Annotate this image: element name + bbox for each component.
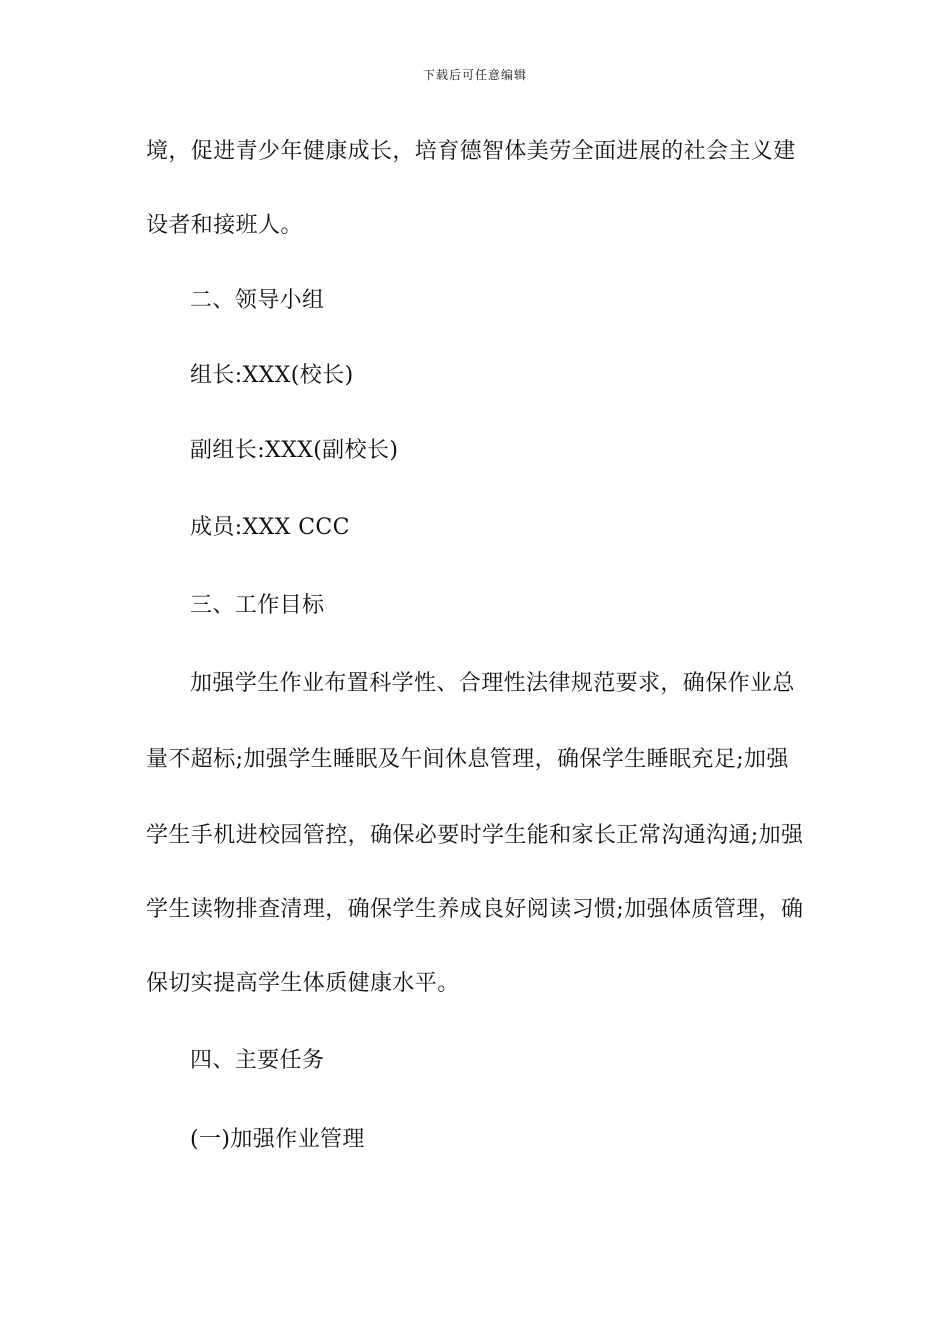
paragraph-line: 保切实提高学生体质健康水平。	[146, 971, 460, 996]
section-heading-leadership: 二、领导小组	[190, 288, 325, 313]
paragraph-line: 量不超标;加强学生睡眠及午间休息管理，确保学生睡眠充足;加强	[146, 747, 789, 772]
section-heading-tasks: 四、主要任务	[190, 1048, 325, 1073]
members-line: 成员:XXX CCC	[190, 515, 350, 540]
page-header-note: 下载后可任意编辑	[422, 68, 527, 82]
paragraph-line: 境，促进青少年健康成长，培育德智体美劳全面进展的社会主义建	[146, 139, 796, 164]
paragraph-line: 加强学生作业布置科学性、合理性法律规范要求，确保作业总	[190, 671, 795, 696]
deputy-leader-line: 副组长:XXX(副校长)	[190, 438, 399, 463]
section-heading-goals: 三、工作目标	[190, 593, 325, 618]
leader-line: 组长:XXX(校长)	[190, 363, 354, 388]
subsection-heading-homework: (一)加强作业管理	[190, 1127, 365, 1152]
paragraph-line: 学生手机进校园管控，确保必要时学生能和家长正常沟通沟通;加强	[146, 823, 804, 848]
paragraph-line: 学生读物排查清理，确保学生养成良好阅读习惯;加强体质管理，确	[146, 897, 804, 922]
paragraph-line: 设者和接班人。	[146, 213, 303, 238]
